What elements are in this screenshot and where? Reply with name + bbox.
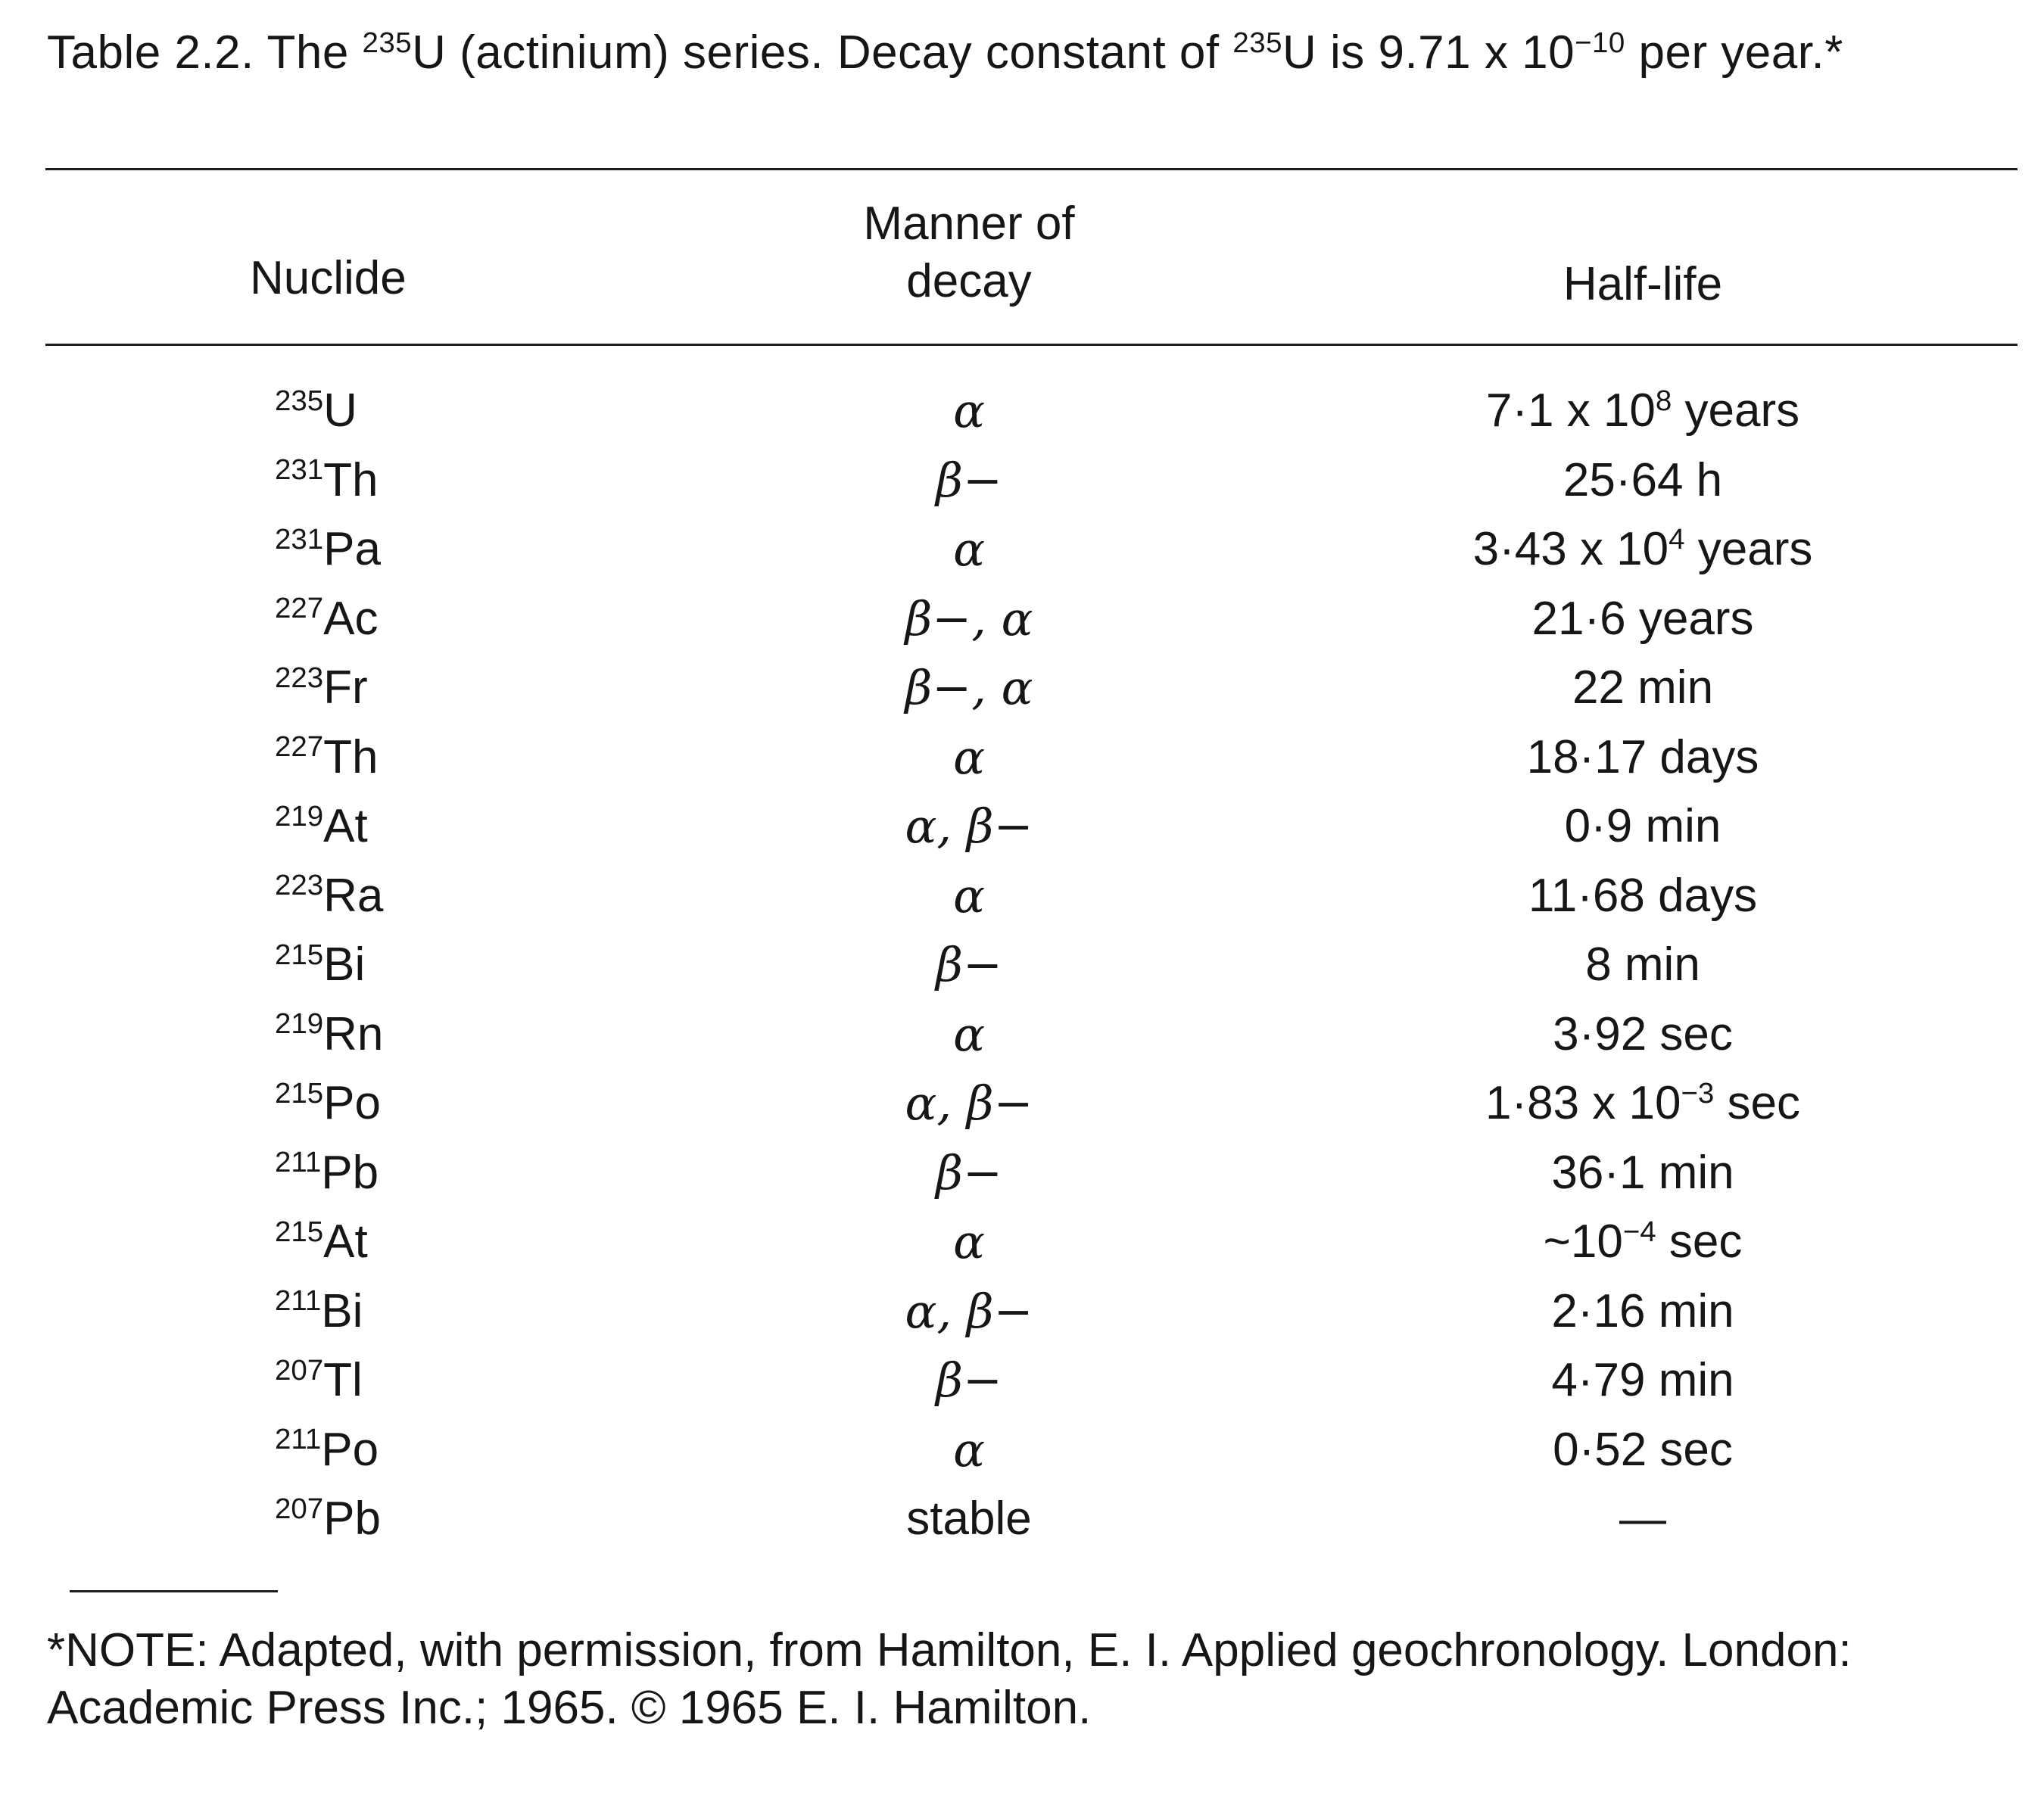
half-life-value: 11·68 days (1528, 869, 1758, 922)
half-life-value: 2·16 min (1551, 1284, 1734, 1337)
table-row (0, 447, 2044, 516)
table-row (0, 1346, 2044, 1416)
half-life-cell (1416, 1139, 1870, 1207)
caption-suffix: per year.* (1625, 26, 1843, 79)
half-life-value: ~10 (1543, 1216, 1623, 1268)
half-life-value: 7·1 x 10 (1485, 384, 1656, 437)
table-row (0, 1139, 2044, 1209)
caption-exponent: −10 (1575, 26, 1625, 59)
header-manner-line2: decay (906, 255, 1032, 307)
half-life-value: 25·64 h (1563, 453, 1723, 506)
decay-mode-cell: α (953, 1214, 985, 1269)
table-row (0, 585, 2044, 655)
footnote-line-2: Academic Press Inc.; 1965. © 1965 E. I. Hamilton. (47, 1682, 1092, 1734)
nuclide-cell (275, 1278, 363, 1352)
mass-number: 207 (275, 1353, 324, 1387)
half-life-cell (1416, 377, 1870, 451)
table-top-rule (45, 168, 2018, 170)
half-life-cell (1416, 862, 1870, 930)
mass-number: 231 (275, 453, 324, 487)
element-symbol: Rn (323, 1007, 384, 1060)
mass-number: 219 (275, 1007, 324, 1041)
half-life-value: 3·92 sec (1553, 1007, 1733, 1060)
element-symbol: Th (323, 730, 379, 783)
half-life-cell (1416, 515, 1870, 590)
element-symbol: Pa (323, 523, 381, 575)
nuclide-cell (275, 1416, 379, 1490)
element-symbol: Pb (323, 1493, 381, 1545)
half-life-value: 36·1 min (1551, 1146, 1734, 1199)
element-symbol: At (323, 1216, 368, 1268)
table-row (0, 724, 2044, 793)
mass-number: 215 (275, 1215, 324, 1248)
mass-number: 215 (275, 1076, 324, 1110)
decay-mode-cell: α (953, 383, 985, 438)
mass-number: 219 (275, 799, 324, 833)
half-life-cell (1416, 654, 1870, 722)
caption-mass-number-2: 235 (1232, 26, 1282, 59)
table-row (0, 1485, 2044, 1555)
table-row (0, 1069, 2044, 1139)
decay-mode-cell: α (953, 1421, 985, 1477)
table-caption (47, 23, 1843, 89)
half-life-exponent: 4 (1669, 522, 1685, 556)
mass-number: 231 (275, 522, 324, 556)
half-life-cell (1416, 1416, 1870, 1484)
half-life-value: 1·83 x 10 (1485, 1077, 1681, 1129)
table-row (0, 862, 2044, 932)
half-life-cell (1416, 724, 1870, 792)
caption-decay-constant: U is 9.71 x 10 (1282, 26, 1575, 79)
footnote-rule (70, 1590, 278, 1592)
table-row (0, 792, 2044, 862)
nuclide-cell (275, 862, 383, 936)
element-symbol: At (323, 800, 368, 852)
nuclide-cell (275, 515, 381, 590)
half-life-unit: years (1684, 523, 1813, 575)
element-symbol: Bi (321, 1284, 363, 1337)
footnote-line-1: *NOTE: Adapted, with permission, from Hamilton, E. I. Applied geochronology. London: (47, 1624, 1852, 1676)
half-life-cell (1416, 1346, 1870, 1415)
nuclide-cell (275, 447, 378, 521)
table-row (0, 515, 2044, 585)
half-life-value: 22 min (1572, 661, 1714, 714)
half-life-cell (1416, 1485, 1870, 1553)
nuclide-cell (275, 377, 357, 451)
nuclide-cell (275, 1001, 383, 1075)
caption-mass-number: 235 (362, 26, 413, 59)
nuclide-cell (275, 1069, 381, 1144)
half-life-unit: sec (1656, 1216, 1743, 1268)
decay-mode-cell: α, β− (905, 798, 1033, 854)
mass-number: 211 (275, 1146, 322, 1179)
half-life-value: 4·79 min (1551, 1354, 1734, 1406)
half-life-cell (1416, 447, 1870, 515)
half-life-value: — (1619, 1493, 1666, 1545)
half-life-exponent: 8 (1655, 384, 1672, 417)
half-life-value: 3·43 x 10 (1472, 523, 1669, 575)
half-life-unit: sec (1714, 1077, 1801, 1129)
nuclide-cell (275, 792, 368, 867)
table-row (0, 1416, 2044, 1486)
half-life-cell (1416, 931, 1870, 999)
mass-number: 215 (275, 938, 324, 971)
decay-mode-cell: stable (906, 1493, 1032, 1545)
decay-mode-cell: α (953, 867, 985, 923)
header-nuclide: Nuclide (250, 252, 407, 304)
element-symbol: Ac (323, 592, 379, 645)
decay-mode-cell: α (953, 1006, 985, 1062)
mass-number: 207 (275, 1492, 324, 1525)
header-half-life: Half-life (1563, 258, 1723, 310)
table-row (0, 654, 2044, 724)
half-life-value: 21·6 years (1531, 592, 1754, 645)
nuclide-cell (275, 724, 378, 798)
footnote (47, 1622, 2015, 1737)
decay-mode-cell: β− (936, 1144, 1002, 1200)
nuclide-cell (275, 1346, 363, 1421)
table-row (0, 1278, 2044, 1347)
half-life-cell (1416, 1001, 1870, 1069)
header-manner-of-decay (818, 195, 1120, 310)
element-symbol: Fr (323, 661, 368, 714)
decay-mode-cell: α, β− (905, 1075, 1033, 1131)
half-life-cell (1416, 585, 1870, 653)
half-life-cell (1416, 1278, 1870, 1346)
table-row (0, 1001, 2044, 1070)
decay-mode-cell: α (953, 521, 985, 577)
table-row (0, 1208, 2044, 1278)
half-life-exponent: −4 (1622, 1215, 1656, 1248)
decay-mode-cell: β− (936, 452, 1002, 508)
half-life-value: 8 min (1585, 939, 1700, 991)
half-life-cell (1416, 1069, 1870, 1144)
mass-number: 211 (275, 1284, 322, 1318)
nuclide-cell (275, 931, 365, 1005)
mass-number: 235 (275, 384, 324, 417)
half-life-value: 0·9 min (1564, 800, 1722, 852)
nuclide-cell (275, 1485, 381, 1559)
half-life-exponent: −3 (1681, 1076, 1715, 1110)
mass-number: 211 (275, 1423, 322, 1456)
nuclide-cell (275, 1208, 368, 1282)
element-symbol: Bi (323, 939, 366, 991)
element-symbol: Po (321, 1423, 379, 1476)
half-life-cell (1416, 792, 1870, 861)
decay-mode-cell: β− (936, 937, 1002, 992)
mass-number: 227 (275, 730, 324, 764)
half-life-value: 0·52 sec (1553, 1423, 1733, 1476)
element-symbol: U (323, 384, 357, 437)
decay-mode-cell: β− (936, 1353, 1002, 1408)
table-row (0, 377, 2044, 447)
decay-mode-cell: β−, α (905, 660, 1033, 715)
header-manner-line1: Manner of (863, 198, 1075, 250)
caption-middle: U (actinium) series. Decay constant of (412, 26, 1233, 79)
caption-prefix: Table 2.2. The (47, 26, 363, 79)
nuclide-cell (275, 1139, 379, 1213)
decay-mode-cell: α (953, 729, 985, 785)
decay-mode-cell: α, β− (905, 1283, 1033, 1339)
half-life-value: 18·17 days (1526, 730, 1759, 783)
element-symbol: Th (323, 453, 379, 506)
mass-number: 223 (275, 661, 324, 694)
half-life-cell (1416, 1208, 1870, 1282)
mass-number: 223 (275, 869, 324, 902)
half-life-unit: years (1672, 384, 1800, 437)
element-symbol: Po (323, 1077, 381, 1129)
table-row (0, 931, 2044, 1001)
nuclide-cell (275, 654, 368, 728)
nuclide-cell (275, 585, 378, 659)
table-body (0, 377, 2044, 1555)
mass-number: 227 (275, 592, 324, 625)
element-symbol: Pb (321, 1146, 379, 1199)
header-bottom-rule (45, 344, 2018, 346)
element-symbol: Tl (323, 1354, 363, 1406)
element-symbol: Ra (323, 869, 384, 922)
decay-mode-cell: β−, α (905, 590, 1033, 646)
